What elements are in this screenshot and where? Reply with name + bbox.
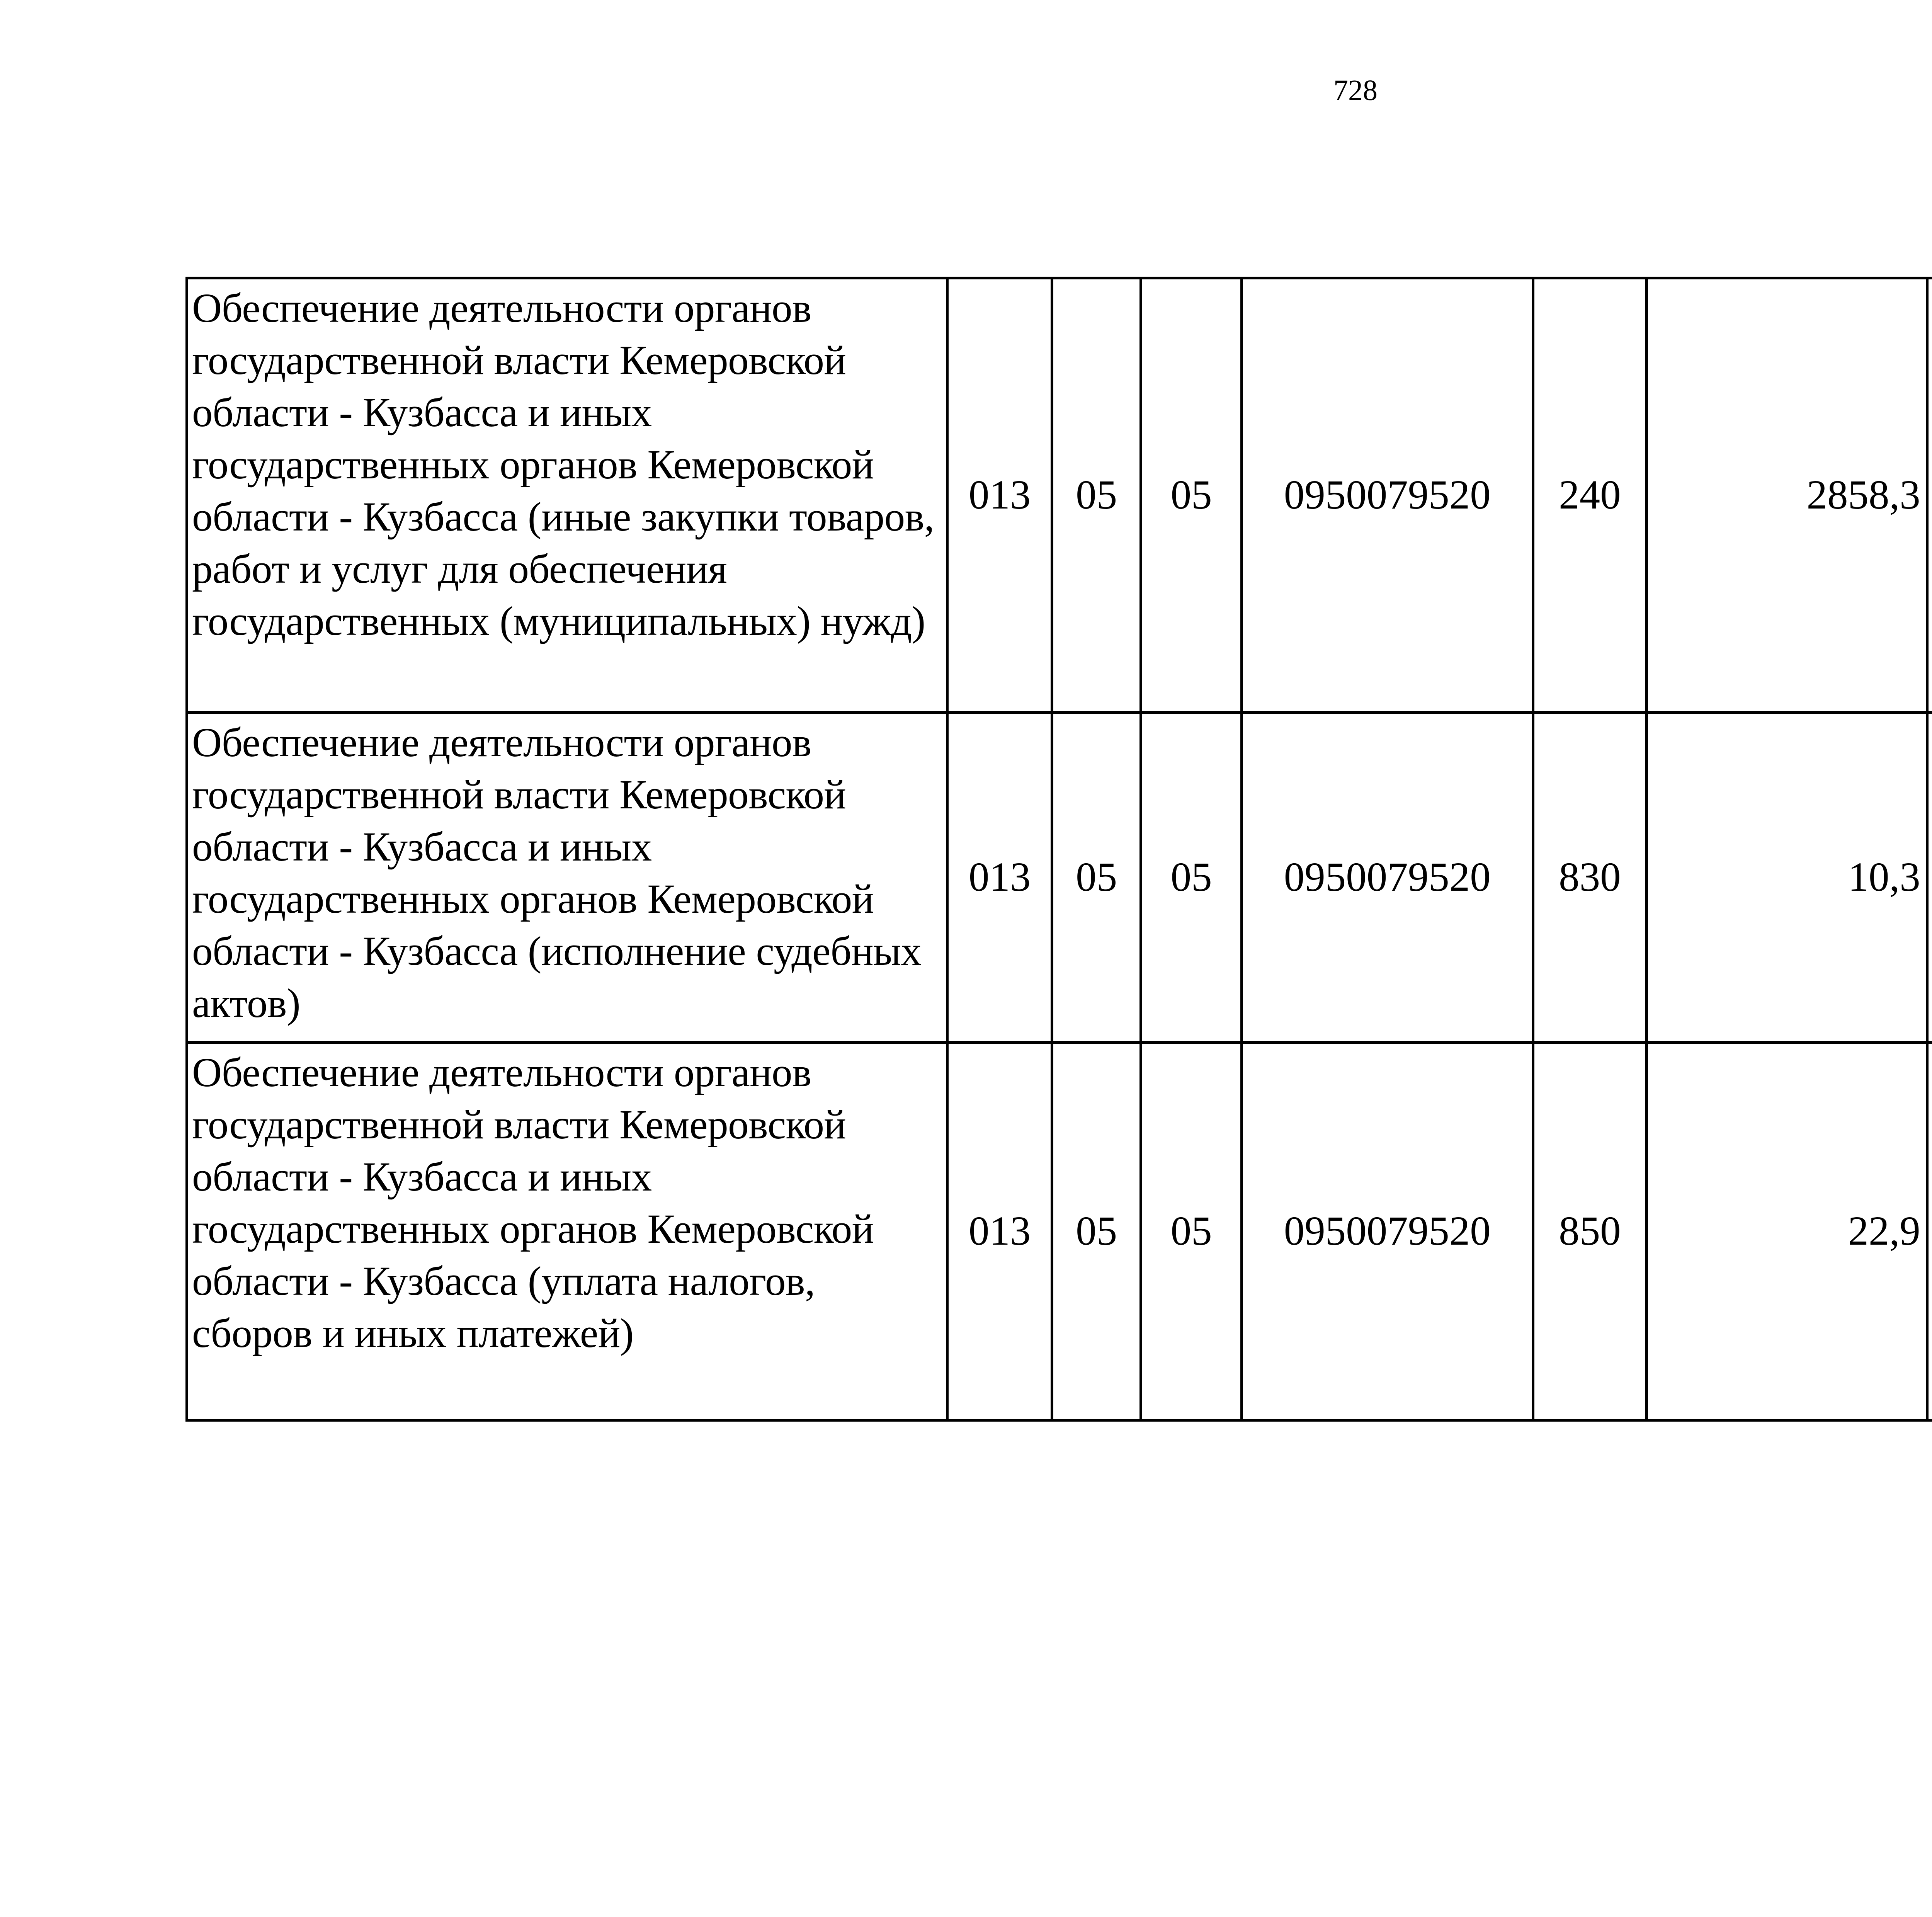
amount-year-1-cell: 2858,3 [1647, 278, 1927, 713]
target-article-cell: 0950079520 [1242, 278, 1533, 713]
section-code-cell: 05 [1052, 278, 1141, 713]
target-article-cell: 0950079520 [1242, 713, 1533, 1043]
table-row [187, 1043, 1932, 1420]
ministry-code-cell: 013 [947, 1043, 1052, 1420]
expense-type-cell: 850 [1533, 1043, 1647, 1420]
amount-year-1-cell: 10,3 [1647, 713, 1927, 1043]
subsection-code-cell: 05 [1141, 1043, 1242, 1420]
amount-year-2-cell [1927, 1043, 1932, 1420]
section-code-cell: 05 [1052, 713, 1141, 1043]
row-description: Обеспечение деятельности органов государственной власти Кемеровской области - Кузбасса и иных государственных органов Кемеровской области - Кузбасса (иные закупки товаров, работ и услуг для обеспечения государственных (муниципальных) нужд) [187, 278, 947, 713]
amount-year-2-cell [1927, 713, 1932, 1043]
subsection-code-cell: 05 [1141, 713, 1242, 1043]
amount-year-1-cell: 22,9 [1647, 1043, 1927, 1420]
row-description: Обеспечение деятельности органов государственной власти Кемеровской области - Кузбасса и иных государственных органов Кемеровской области - Кузбасса (уплата налогов, сборов и иных платежей) [187, 1043, 947, 1420]
expense-type-cell: 830 [1533, 713, 1647, 1043]
section-code-cell: 05 [1052, 1043, 1141, 1420]
row-description: Обеспечение деятельности органов государственной власти Кемеровской области - Кузбасса и иных государственных органов Кемеровской области - Кузбасса (исполнение судебных актов) [187, 713, 947, 1043]
amount-year-2-cell [1927, 278, 1932, 713]
target-article-cell: 0950079520 [1242, 1043, 1533, 1420]
ministry-code-cell: 013 [947, 278, 1052, 713]
expense-type-cell: 240 [1533, 278, 1647, 713]
subsection-code-cell: 05 [1141, 278, 1242, 713]
page-number: 728 [1333, 74, 1378, 107]
budget-table [185, 277, 1932, 1422]
table-row [187, 713, 1932, 1043]
table-row [187, 278, 1932, 713]
ministry-code-cell: 013 [947, 713, 1052, 1043]
